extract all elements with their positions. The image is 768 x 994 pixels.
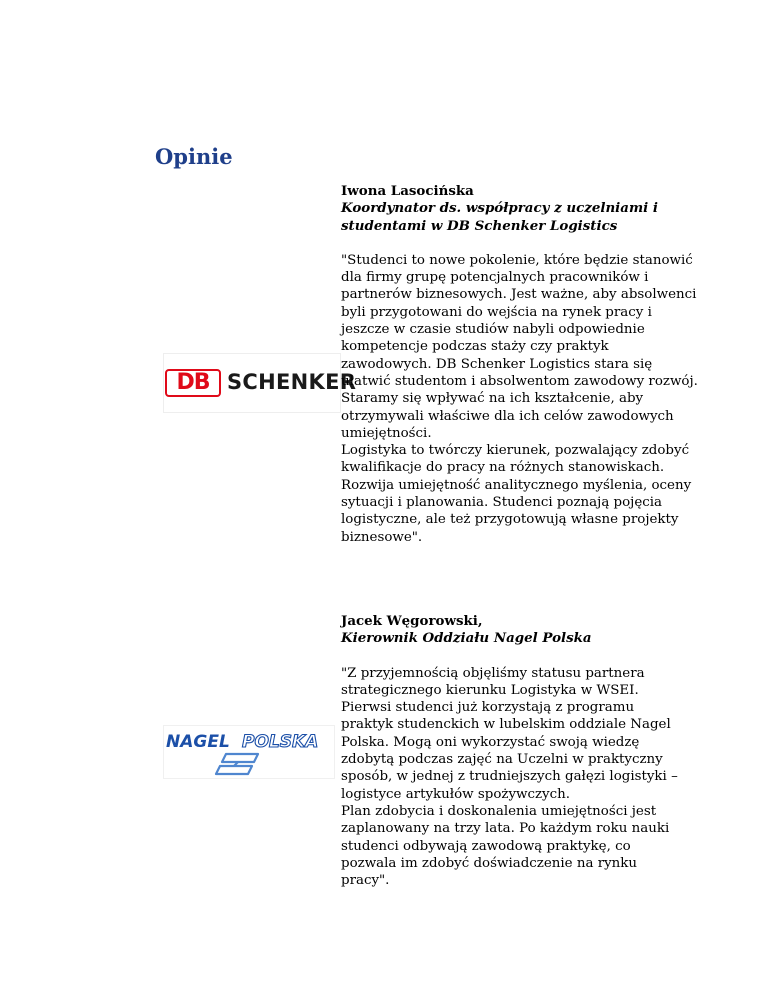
db-mark: DB	[165, 369, 221, 397]
quote-paragraph: Logistyka to twórczy kierunek, pozwalający zdobyć kwalifikacje do pracy na różnych stanowiskach. Rozwija umiejętność analitycznego myślenia, oceny sytuacji i planowania. Studenci poznają pojęcia logistyczne, ale też przygotowują własne projekty biznesowe".	[341, 443, 692, 545]
nagel-wordmark: NAGEL	[166, 732, 230, 752]
polska-wordmark: POLSKA	[242, 732, 319, 752]
testimonial-schenker	[341, 183, 703, 546]
testimonial-quote	[341, 665, 681, 890]
schenker-wordmark: SCHENKER	[227, 370, 357, 394]
person-name: Jacek Węgorowski,	[341, 613, 483, 629]
testimonial-nagel	[341, 613, 681, 889]
person-role: Koordynator ds. współpracy z uczelniami i studentami w DB Schenker Logistics	[341, 200, 658, 234]
testimonial-quote	[341, 252, 703, 546]
nagel-polska-logo	[163, 725, 335, 779]
person-name: Iwona Lasocińska	[341, 183, 474, 199]
page-title: Opinie	[155, 144, 233, 169]
quote-paragraph: "Studenci to nowe pokolenie, które będzie stanowić dla firmy grupę potencjalnych pracowników i partnerów biznesowych. Jest ważne, aby absolwenci byli przygotowani do wejścia na rynek pracy i jeszcze w czasie studiów nabyli odpowiednie kompetencje podczas staży czy praktyk zawodowych. DB Schenker Logistics stara się ułatwić studentom i absolwentom zawodowy rozwój. Staramy się wpływać na ich kształcenie, aby otrzymywali właściwe dla ich celów zawodowych umiejętności.	[341, 252, 698, 441]
nagel-polska-logo-graphic	[164, 726, 334, 778]
quote-paragraph: Plan zdobycia i doskonalenia umiejętności jest zaplanowany na trzy lata. Po każdym roku nauki studenci odbywają zawodową praktykę, co pozwala im zdobyć doświadczenie na rynku pracy".	[341, 803, 670, 889]
quote-paragraph: "Z przyjemnością objęliśmy statusu partnera strategicznego kierunku Logistyka w WSEI. Pierwsi studenci już korzystają z programu praktyk studenckich w lubelskim oddziale Nagel Polska. Mogą oni wykorzystać swoją wiedzę zdobytą podczas zajęć na Uczelni w praktyczny sposób, w jednej z trudniejszych gałęzi logistyki – logistyce artykułów spożywczych.	[341, 665, 678, 802]
person-role: Kierownik Oddziału Nagel Polska	[341, 630, 592, 647]
nagel-emblem-icon	[216, 754, 258, 774]
db-schenker-logo	[163, 353, 357, 413]
